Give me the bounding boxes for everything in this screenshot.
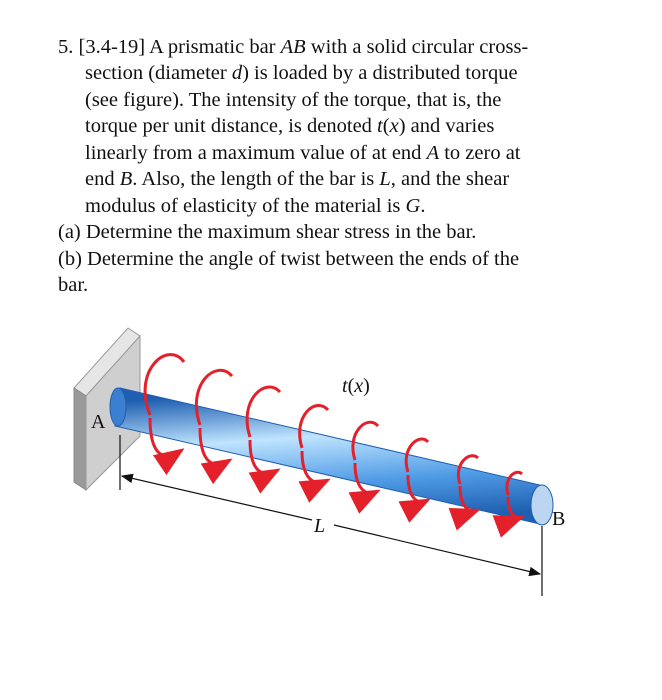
label-t-of-x	[342, 375, 370, 397]
text: modulus of elasticity of the material is	[85, 195, 406, 217]
problem-line-1	[58, 34, 528, 60]
torque-bar-figure	[0, 300, 662, 620]
var-d: d	[231, 62, 243, 84]
label-B: B	[552, 508, 566, 530]
var-t: t	[377, 115, 383, 137]
text: end	[85, 168, 120, 190]
var-B: B	[119, 168, 133, 190]
problem-line-5	[85, 140, 520, 166]
label-t: t	[342, 375, 348, 397]
paren-close: )	[363, 375, 370, 397]
var-L: L	[379, 168, 391, 190]
label-A: A	[91, 411, 106, 433]
var-A: A	[426, 142, 440, 164]
text: , and the shear	[390, 168, 510, 190]
text: ) is loaded by a distributed torque	[242, 62, 518, 84]
text: with a solid circular cross-	[305, 36, 529, 58]
text: ) and varies	[398, 115, 495, 137]
problem-number: 5.	[58, 36, 74, 58]
paren-open: (	[347, 375, 355, 397]
problem-line-7	[85, 193, 425, 219]
prismatic-bar	[110, 388, 553, 525]
problem-line-3: (see figure). The intensity of the torque, that is, the	[85, 89, 502, 111]
var-G: G	[405, 195, 421, 217]
label-x: x	[354, 375, 364, 397]
problem-line-4	[85, 113, 494, 139]
problem-line-6	[85, 166, 509, 192]
text: (	[382, 115, 390, 137]
problem-line-2	[85, 60, 518, 86]
part-b: (b) Determine the angle of twist between the ends of the	[58, 248, 520, 270]
label-L: L	[314, 515, 326, 537]
var-AB: AB	[280, 36, 306, 58]
part-b-continued: bar.	[58, 274, 89, 296]
bar-end-face-B	[531, 485, 553, 525]
text: .	[420, 195, 426, 217]
text: section (diameter	[85, 62, 232, 84]
problem-ref: [3.4-19]	[78, 36, 146, 58]
var-x: x	[389, 115, 399, 137]
text: torque per unit distance, is denoted	[85, 115, 378, 137]
part-a: (a) Determine the maximum shear stress in the bar.	[58, 221, 477, 243]
bar-end-A	[110, 388, 126, 426]
text: linearly from a maximum value of at end	[85, 142, 427, 164]
text: to zero at	[439, 142, 521, 164]
text: . Also, the length of the bar is	[132, 168, 380, 190]
text: A prismatic bar	[149, 36, 281, 58]
